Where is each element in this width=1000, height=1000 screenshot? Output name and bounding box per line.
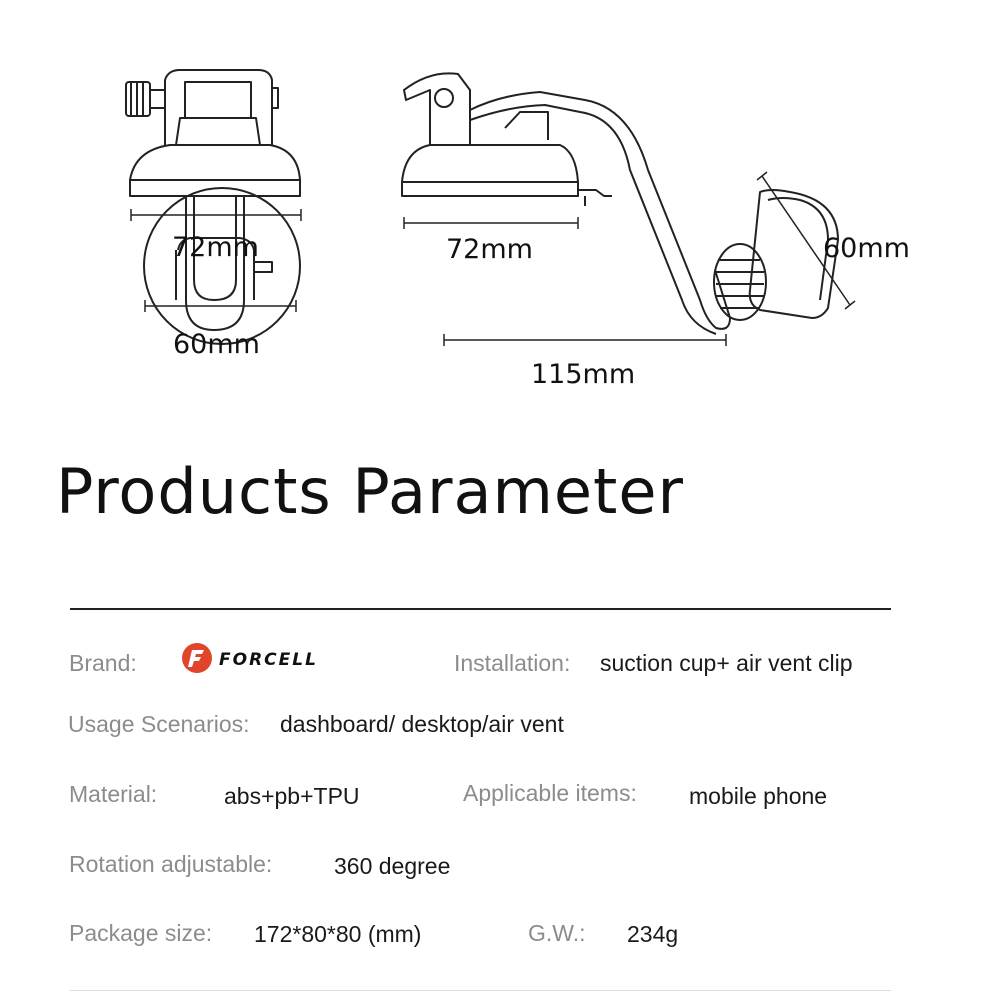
installation-value: suction cup+ air vent clip xyxy=(600,650,853,676)
front-view-drawing xyxy=(126,70,300,344)
side-width-label: 72mm xyxy=(446,234,533,265)
page-title: Products Parameter xyxy=(56,455,684,528)
side-view-drawing xyxy=(402,73,838,334)
material-value: abs+pb+TPU xyxy=(224,783,360,809)
installation-label: Installation: xyxy=(454,650,571,676)
product-drawing xyxy=(0,0,1000,420)
arm-length-label: 115mm xyxy=(531,359,636,390)
applicable-value: mobile phone xyxy=(689,783,828,809)
usage-value: dashboard/ desktop/air vent xyxy=(280,711,564,737)
divider-bottom xyxy=(70,990,891,991)
brand-label: Brand: xyxy=(69,650,137,676)
material-label: Material: xyxy=(69,781,158,807)
applicable-label: Applicable items: xyxy=(463,780,637,806)
front-base-label: 60mm xyxy=(173,329,260,360)
package-value: 172*80*80 (mm) xyxy=(254,921,422,947)
rotation-label: Rotation adjustable: xyxy=(69,851,273,877)
logo-text: FORCELL xyxy=(219,650,318,670)
plate-height-label: 60mm xyxy=(823,233,910,264)
front-width-label: 72mm xyxy=(172,232,259,263)
dimension-drawings xyxy=(0,0,1000,420)
rotation-value: 360 degree xyxy=(334,853,451,879)
gw-value: 234g xyxy=(627,921,679,947)
usage-label: Usage Scenarios: xyxy=(68,711,250,737)
divider-top xyxy=(70,608,891,610)
package-label: Package size: xyxy=(69,920,213,946)
forcell-logo xyxy=(181,640,361,676)
gw-label: G.W.: xyxy=(528,920,586,946)
